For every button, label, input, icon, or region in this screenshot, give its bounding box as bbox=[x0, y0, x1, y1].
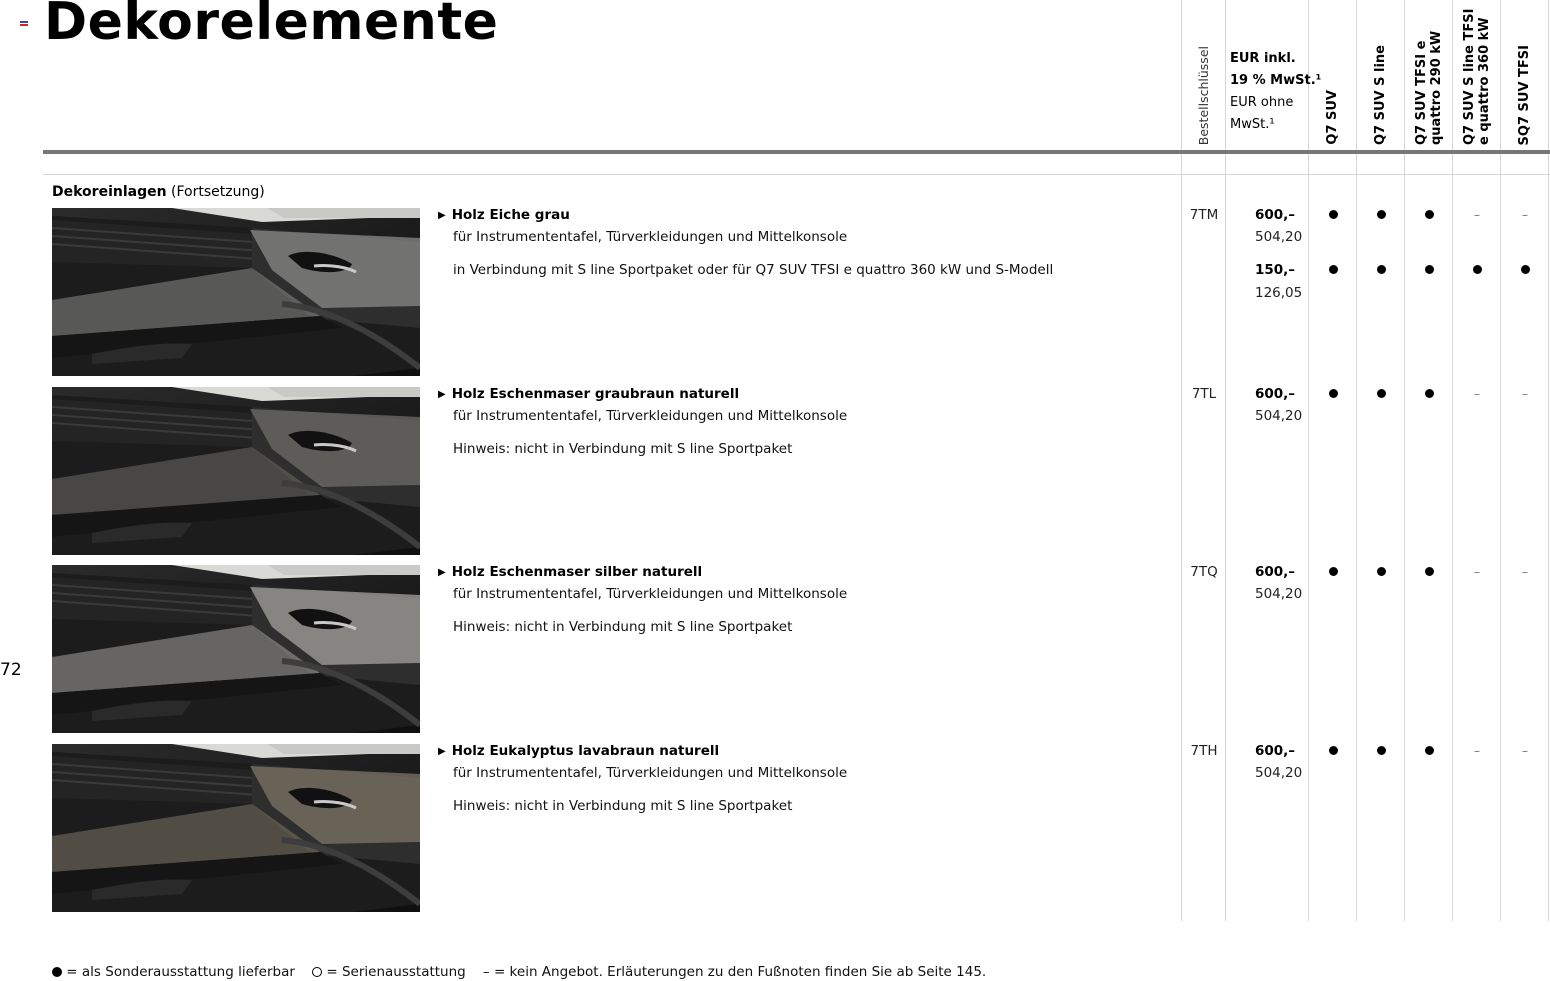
column-divider bbox=[1225, 0, 1226, 921]
dash-icon: – bbox=[1522, 565, 1528, 579]
legend-footer bbox=[52, 964, 986, 980]
price-excl-vat: 504,20 bbox=[1255, 586, 1303, 602]
availability-mark-alt-4 bbox=[1453, 262, 1501, 278]
availability-mark-2 bbox=[1357, 386, 1405, 402]
section-label-bold: Dekoreinlagen bbox=[52, 184, 167, 200]
price-incl-header-line2: 19 % MwSt.¹ bbox=[1230, 73, 1322, 88]
filled-dot-icon bbox=[1377, 567, 1386, 576]
filled-dot-icon bbox=[1329, 210, 1338, 219]
legend-dot-text: = als Sonderausstattung lieferbar bbox=[66, 964, 295, 980]
filled-dot-icon bbox=[1377, 389, 1386, 398]
header-rule bbox=[43, 150, 1550, 154]
price-incl-header-line1: EUR inkl. bbox=[1230, 51, 1296, 66]
item-note: Hinweis: nicht in Verbindung mit S line Sportpaket bbox=[453, 619, 793, 635]
dash-icon: – bbox=[1474, 744, 1480, 758]
price-excl-vat: 504,20 bbox=[1255, 408, 1303, 424]
legend-circle-text: = Serienausstattung bbox=[326, 964, 466, 980]
open-circle-icon bbox=[312, 967, 322, 977]
availability-mark-5 bbox=[1501, 386, 1549, 402]
model-header-q7-s-line-tfsi-e-360: Q7 SUV S line TFSI e quattro 360 kW bbox=[1462, 8, 1492, 145]
price-incl-vat: 600,– bbox=[1255, 743, 1296, 759]
dash-icon: – bbox=[1474, 565, 1480, 579]
dash-icon: – bbox=[1522, 208, 1528, 222]
availability-mark-1 bbox=[1309, 743, 1357, 759]
model-header-sq7: SQ7 SUV TFSI bbox=[1517, 44, 1532, 145]
triangle-right-icon: ▶ bbox=[438, 389, 446, 400]
availability-mark-4 bbox=[1453, 743, 1501, 759]
item-title-text: Holz Eschenmaser graubraun naturell bbox=[451, 386, 740, 402]
price-header bbox=[1230, 48, 1321, 136]
filled-dot-icon bbox=[1329, 746, 1338, 755]
availability-mark-1 bbox=[1309, 207, 1357, 223]
item-title bbox=[438, 743, 719, 759]
filled-dot-icon bbox=[1329, 389, 1338, 398]
filled-dot-icon bbox=[1377, 265, 1386, 274]
availability-mark-1 bbox=[1309, 564, 1357, 580]
triangle-right-icon: ▶ bbox=[438, 746, 446, 757]
price-excl-header-line1: EUR ohne bbox=[1230, 95, 1294, 110]
filled-dot-icon bbox=[1425, 567, 1434, 576]
triangle-right-icon: ▶ bbox=[438, 210, 446, 221]
item-description: für Instrumententafel, Türverkleidungen und Mittelkonsole bbox=[453, 229, 848, 245]
model-header-q7-suv-s-line: Q7 SUV S line bbox=[1373, 44, 1388, 145]
model-header-q7-suv: Q7 SUV bbox=[1325, 90, 1340, 145]
filled-dot-icon bbox=[1377, 210, 1386, 219]
page-title: Dekorelemente bbox=[44, 0, 499, 52]
availability-mark-1 bbox=[1309, 386, 1357, 402]
availability-mark-3 bbox=[1405, 564, 1453, 580]
availability-mark-5 bbox=[1501, 564, 1549, 580]
filled-dot-icon bbox=[1377, 746, 1386, 755]
order-code: 7TL bbox=[1191, 386, 1217, 402]
item-title bbox=[438, 386, 739, 402]
order-code-header: Bestellschlüssel bbox=[1196, 45, 1211, 145]
filled-dot-icon bbox=[1521, 265, 1530, 274]
column-divider bbox=[1356, 0, 1357, 921]
filled-dot-icon bbox=[1473, 265, 1482, 274]
availability-mark-4 bbox=[1453, 207, 1501, 223]
availability-mark-5 bbox=[1501, 743, 1549, 759]
item-title bbox=[438, 564, 702, 580]
order-code: 7TM bbox=[1189, 207, 1219, 223]
flag-icon bbox=[20, 21, 28, 26]
availability-mark-3 bbox=[1405, 386, 1453, 402]
availability-mark-5 bbox=[1501, 207, 1549, 223]
filled-dot-icon bbox=[1425, 389, 1434, 398]
item-title bbox=[438, 207, 570, 223]
availability-mark-3 bbox=[1405, 743, 1453, 759]
item-title-text: Holz Eukalyptus lavabraun naturell bbox=[451, 743, 720, 759]
triangle-right-icon: ▶ bbox=[438, 567, 446, 578]
column-divider bbox=[1404, 0, 1405, 921]
item-note: Hinweis: nicht in Verbindung mit S line Sportpaket bbox=[453, 441, 793, 457]
header-subrule bbox=[43, 174, 1550, 175]
availability-mark-alt-5 bbox=[1501, 262, 1549, 278]
availability-mark-2 bbox=[1357, 743, 1405, 759]
price-excl-header-line2: MwSt.¹ bbox=[1230, 117, 1275, 132]
availability-mark-alt-3 bbox=[1405, 262, 1453, 278]
column-divider bbox=[1548, 0, 1549, 921]
filled-dot-icon bbox=[1425, 265, 1434, 274]
dash-icon: – bbox=[1522, 744, 1528, 758]
page-number: 72 bbox=[0, 660, 22, 680]
price-incl-vat-alt: 150,– bbox=[1255, 262, 1296, 278]
price-excl-vat-alt: 126,05 bbox=[1255, 285, 1303, 301]
section-label bbox=[52, 184, 265, 200]
availability-mark-alt-1 bbox=[1309, 262, 1357, 278]
price-incl-vat: 600,– bbox=[1255, 564, 1296, 580]
section-label-suffix: (Fortsetzung) bbox=[171, 184, 265, 200]
item-title-text: Holz Eiche grau bbox=[451, 207, 570, 223]
item-note: in Verbindung mit S line Sportpaket oder für Q7 SUV TFSI e quattro 360 kW und S-Modell bbox=[453, 262, 1054, 278]
trim-image bbox=[52, 208, 420, 376]
item-description: für Instrumententafel, Türverkleidungen und Mittelkonsole bbox=[453, 765, 848, 781]
price-incl-vat: 600,– bbox=[1255, 207, 1296, 223]
filled-dot-icon bbox=[52, 967, 62, 977]
trim-image bbox=[52, 744, 420, 912]
availability-mark-alt-2 bbox=[1357, 262, 1405, 278]
filled-dot-icon bbox=[1329, 567, 1338, 576]
item-description: für Instrumententafel, Türverkleidungen und Mittelkonsole bbox=[453, 408, 848, 424]
order-code: 7TQ bbox=[1190, 564, 1218, 580]
dash-icon: – bbox=[1474, 208, 1480, 222]
dash-icon: – bbox=[1522, 387, 1528, 401]
filled-dot-icon bbox=[1329, 265, 1338, 274]
availability-mark-4 bbox=[1453, 386, 1501, 402]
availability-mark-2 bbox=[1357, 564, 1405, 580]
column-divider bbox=[1181, 0, 1182, 921]
price-excl-vat: 504,20 bbox=[1255, 229, 1303, 245]
price-excl-vat: 504,20 bbox=[1255, 765, 1303, 781]
trim-image bbox=[52, 565, 420, 733]
filled-dot-icon bbox=[1425, 746, 1434, 755]
order-code: 7TH bbox=[1190, 743, 1218, 759]
trim-image bbox=[52, 387, 420, 555]
price-incl-vat: 600,– bbox=[1255, 386, 1296, 402]
column-divider bbox=[1308, 0, 1309, 921]
legend-dash-text: – = kein Angebot. Erläuterungen zu den Fußnoten finden Sie ab Seite 145. bbox=[482, 964, 987, 980]
item-note: Hinweis: nicht in Verbindung mit S line Sportpaket bbox=[453, 798, 793, 814]
availability-mark-3 bbox=[1405, 207, 1453, 223]
filled-dot-icon bbox=[1425, 210, 1434, 219]
model-header-q7-tfsi-e-290: Q7 SUV TFSI e quattro 290 kW bbox=[1414, 30, 1444, 145]
column-divider bbox=[1452, 0, 1453, 921]
availability-mark-4 bbox=[1453, 564, 1501, 580]
availability-mark-2 bbox=[1357, 207, 1405, 223]
item-title-text: Holz Eschenmaser silber naturell bbox=[451, 564, 703, 580]
item-description: für Instrumententafel, Türverkleidungen und Mittelkonsole bbox=[453, 586, 848, 602]
column-divider bbox=[1500, 0, 1501, 921]
dash-icon: – bbox=[1474, 387, 1480, 401]
